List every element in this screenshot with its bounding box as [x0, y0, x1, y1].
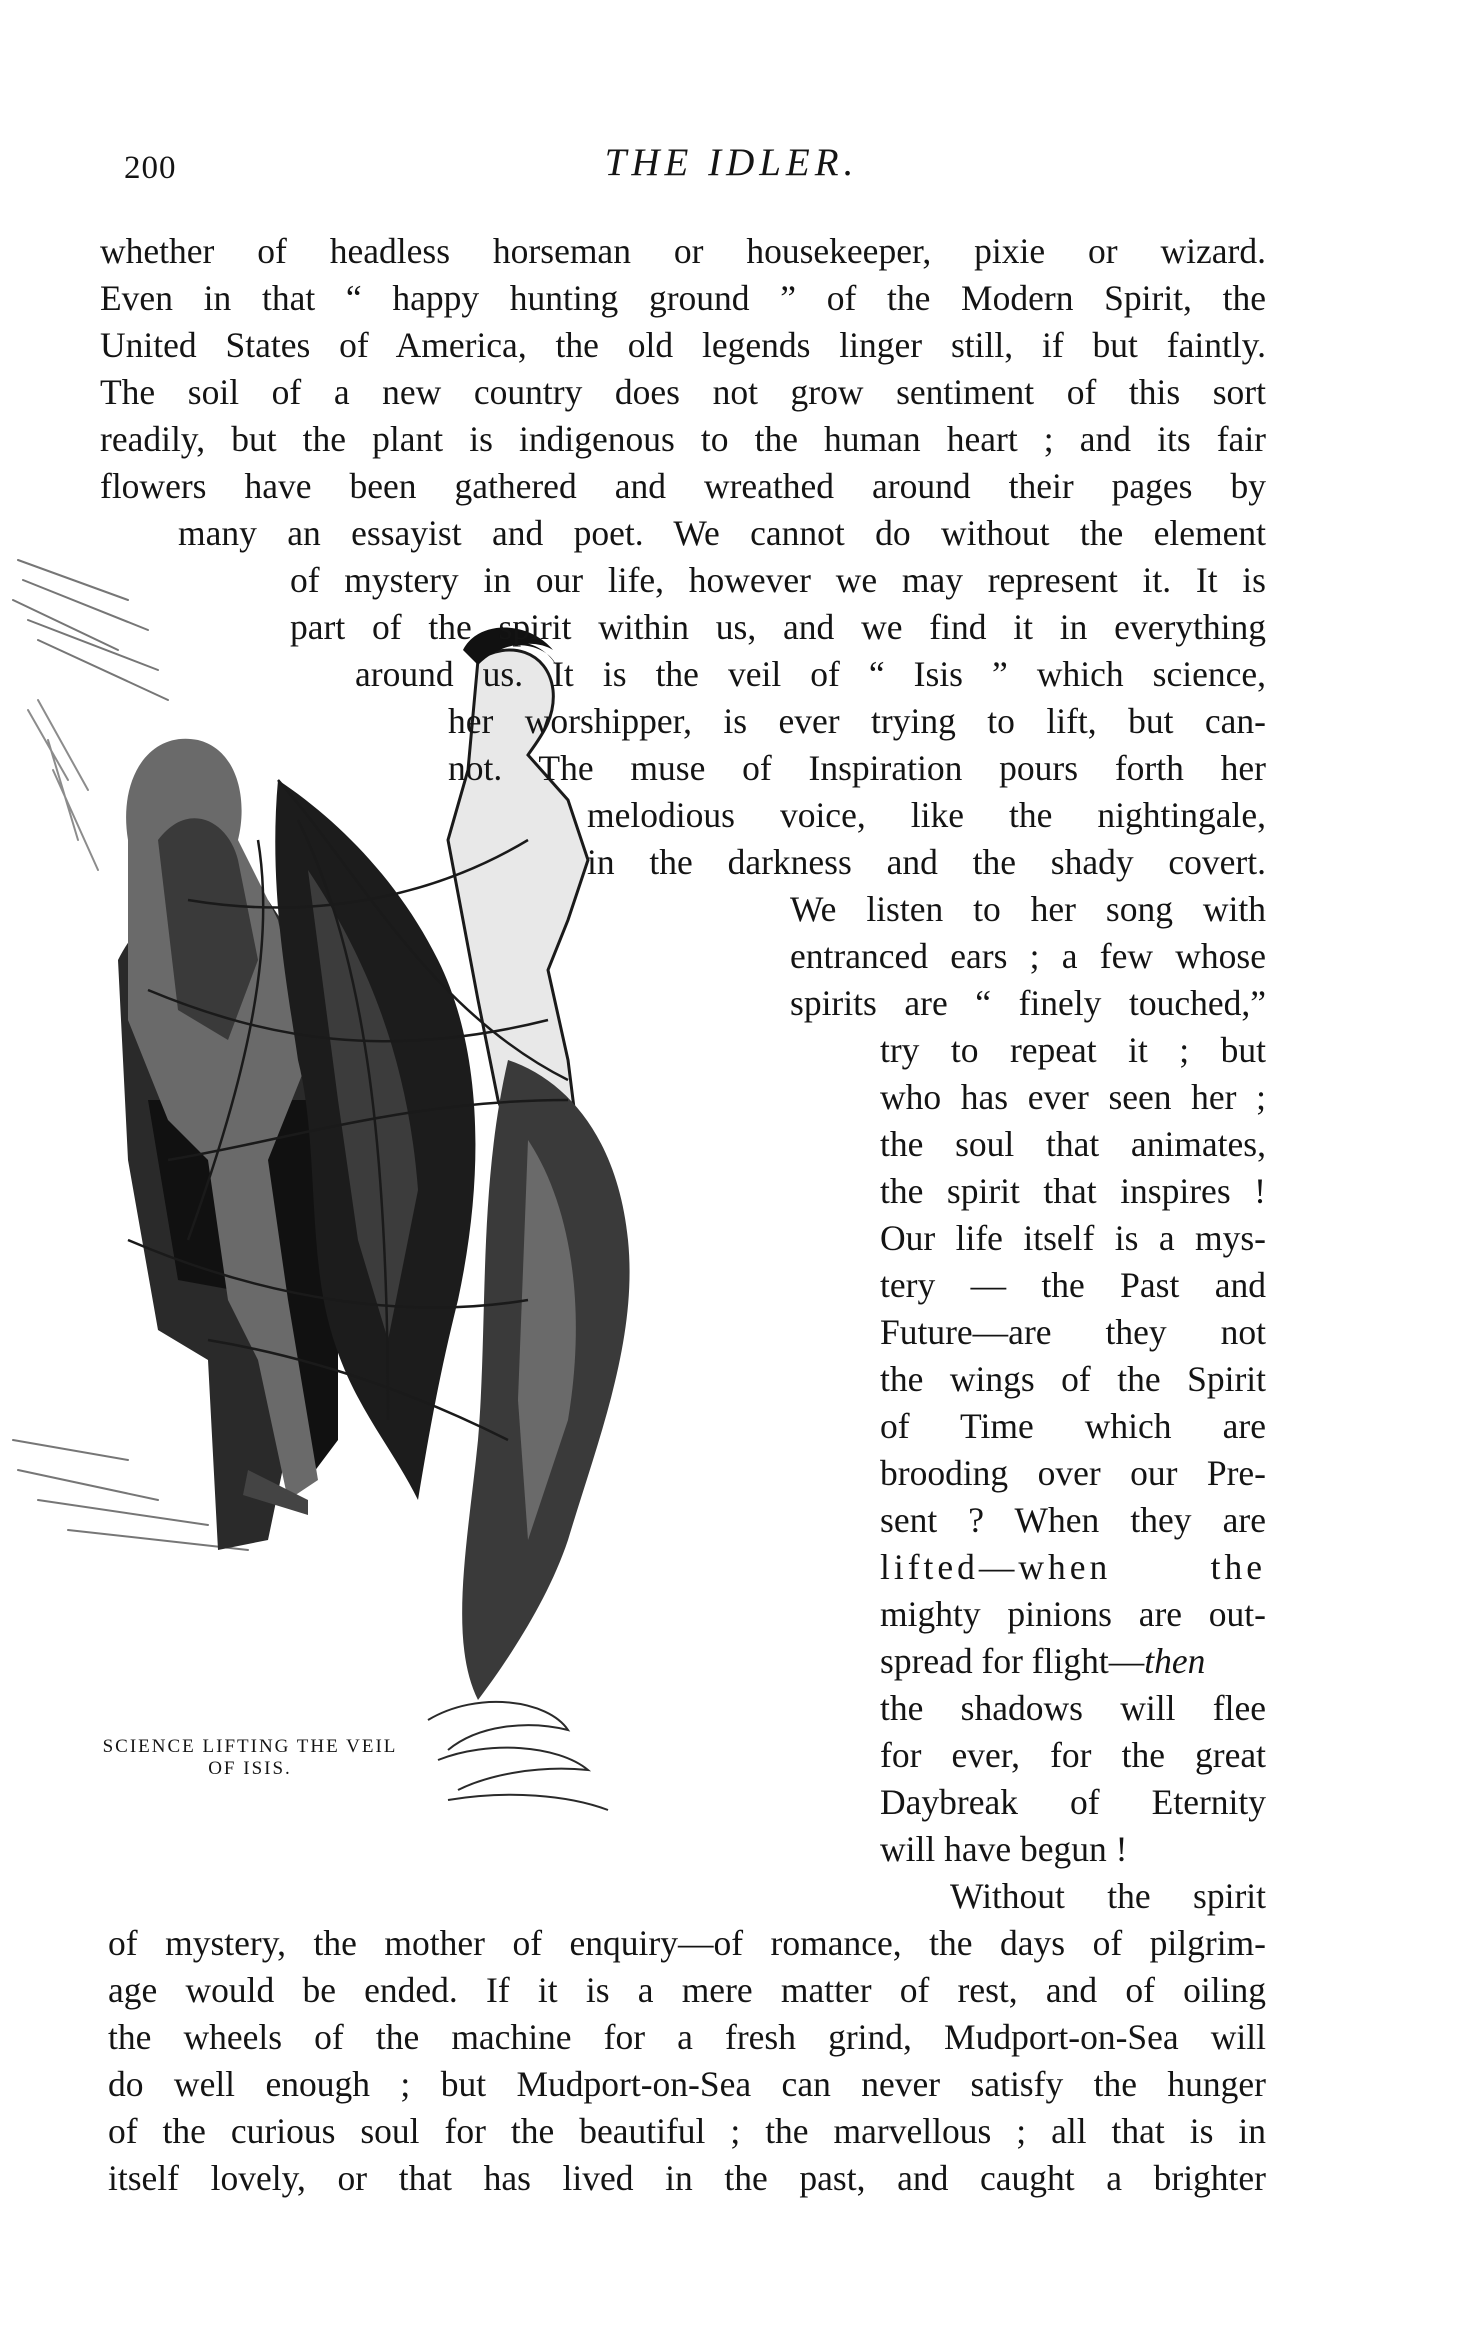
caption-line-1: SCIENCE LIFTING THE VEIL — [102, 1736, 398, 1757]
caption-line-2: OF ISIS. — [208, 1758, 292, 1779]
text-line: the wheels of the machine for a fresh grind, Mudport-on-Sea will — [108, 2017, 1266, 2057]
text-line: tery — the Past and — [880, 1265, 1266, 1305]
text-line: who has ever seen her ; — [880, 1077, 1266, 1117]
text-line: around us. It is the veil of “ Isis ” which science, — [355, 654, 1266, 694]
text-line: brooding over our Pre- — [880, 1453, 1266, 1493]
text-line: not. The muse of Inspiration pours forth her — [448, 748, 1266, 788]
text-line: entranced ears ; a few whose — [790, 936, 1266, 976]
text-line: will have begun ! — [880, 1829, 1128, 1869]
text-line: readily, but the plant is indigenous to the human heart ; and its fair — [100, 419, 1266, 459]
text-line-italic: then — [1144, 1641, 1206, 1681]
running-title: THE IDLER. — [604, 141, 859, 184]
text-line: Future—are they not — [880, 1312, 1266, 1352]
text-line: the spirit that inspires ! — [880, 1171, 1266, 1211]
text-line: of Time which are — [880, 1406, 1266, 1446]
text-line: spirits are “ finely touched,” — [790, 983, 1266, 1023]
text-line: mighty pinions are out- — [880, 1594, 1266, 1634]
text-line: United States of America, the old legends linger still, if but faintly. — [100, 325, 1266, 365]
text-line: age would be ended. If it is a mere matter of rest, and of oiling — [108, 1970, 1266, 2010]
text-line-roman: spread for flight— — [880, 1641, 1145, 1681]
text-line: the soul that animates, — [880, 1124, 1266, 1164]
text-line: The soil of a new country does not grow sentiment of this sort — [100, 372, 1266, 412]
text-line: for ever, for the great — [880, 1735, 1266, 1775]
text-line: sent ? When they are — [880, 1500, 1266, 1540]
text-line: Our life itself is a mys- — [880, 1218, 1266, 1258]
text-line: part of the spirit within us, and we find it in everything — [290, 607, 1266, 647]
text-line: itself lovely, or that has lived in the past, and caught a brighter — [108, 2158, 1266, 2198]
text-line: the shadows will flee — [880, 1688, 1266, 1728]
text-line: lifted—when the — [880, 1547, 1266, 1587]
text-line: Without the spirit — [950, 1876, 1266, 1916]
text-line: the wings of the Spirit — [880, 1359, 1266, 1399]
text-line: whether of headless horseman or housekeeper, pixie or wizard. — [100, 231, 1266, 271]
text-line: many an essayist and poet. We cannot do without the element — [178, 513, 1266, 553]
text-line: flowers have been gathered and wreathed around their pages by — [100, 466, 1266, 506]
text-line: do well enough ; but Mudport-on-Sea can never satisfy the hunger — [108, 2064, 1266, 2104]
text-line: her worshipper, is ever trying to lift, but can- — [448, 701, 1266, 741]
text-line: melodious voice, like the nightingale, — [587, 795, 1266, 835]
text-line: try to repeat it ; but — [880, 1030, 1266, 1070]
text-line: We listen to her song with — [790, 889, 1266, 929]
page-number: 200 — [124, 150, 177, 186]
text-line: of the curious soul for the beautiful ; the marvellous ; all that is in — [108, 2111, 1266, 2151]
text-line: in the darkness and the shady covert. — [587, 842, 1266, 882]
text-line: of mystery in our life, however we may represent it. It is — [290, 560, 1266, 600]
figure-caption — [40, 1736, 460, 1780]
text-line: Even in that “ happy hunting ground ” of the Modern Spirit, the — [100, 278, 1266, 318]
text-line: Daybreak of Eternity — [880, 1782, 1266, 1822]
text-line: of mystery, the mother of enquiry—of romance, the days of pilgrim- — [108, 1923, 1266, 1963]
text-line — [880, 1638, 1266, 1684]
